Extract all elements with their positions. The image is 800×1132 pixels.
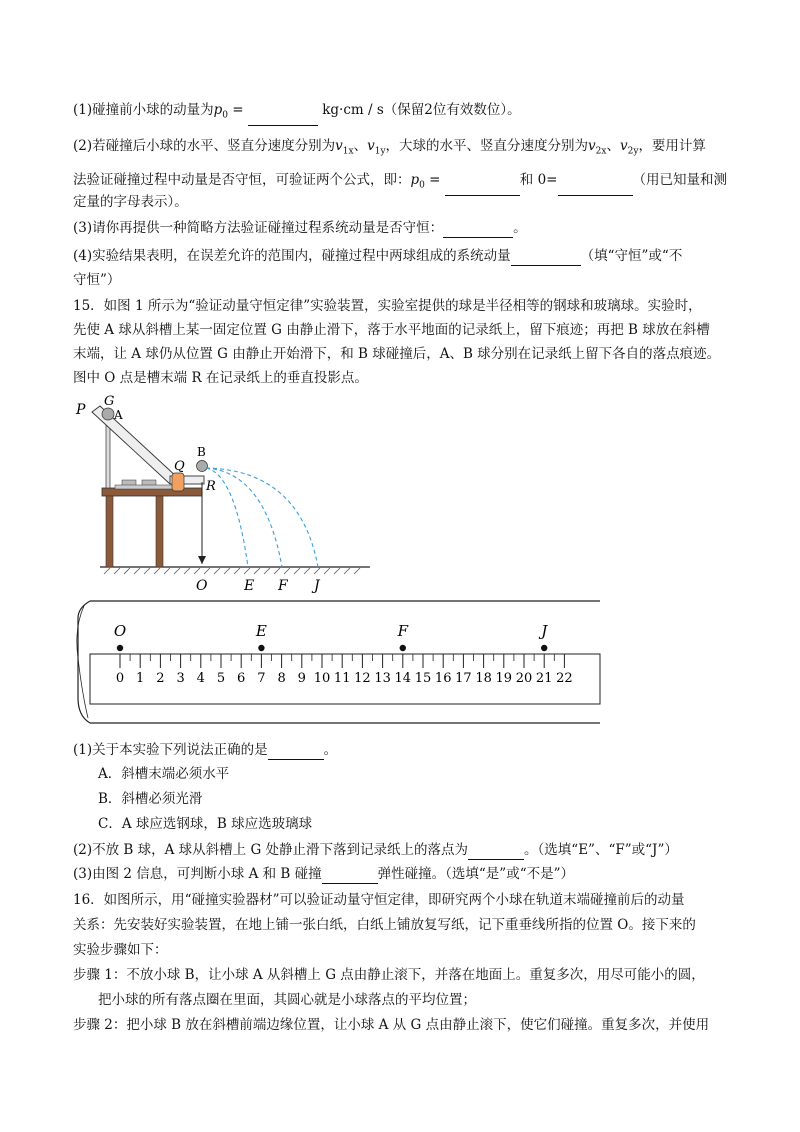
q14-part2-line2-end: （用已知量和测 [632,172,727,188]
q15-sub2 [73,840,678,860]
q16-line-2: 关系：先安装好实验装置，在地上铺一张白纸，白纸上铺放复写纸，记下重垂线所指的位置 O。接下来的 [73,917,696,933]
landing-point-label: F [397,622,409,640]
ruler-tick-label: 10 [313,671,331,686]
ruler-tick-label: 6 [237,671,246,686]
q15-intro-2: 先使 A 球从斜槽上某一固定位置 G 由静止滑下，落于水平地面的记录纸上，留下痕迹；再把 B 球放在斜槽 [73,322,710,338]
ruler-tick-label: 17 [455,671,472,686]
landing-point-label: E [255,622,267,640]
label-G: G [104,394,115,409]
answer-blank[interactable] [248,109,318,126]
ruler-tick-label: 13 [374,671,391,686]
label-A: A [114,408,123,422]
landing-point-E [258,645,264,651]
q14-part3-text: (3)请你再提供一种简略方法验证碰撞过程系统动量是否守恒： [73,220,444,236]
ruler-tick-label: 20 [515,671,533,686]
q14-part2-and: 和 0= [519,172,558,188]
q14-part3 [73,218,527,238]
q14-part4-end: （填“守恒”或“不 [580,248,683,264]
q16-line-6: 步骤 2：把小球 B 放在斜槽前端边缘位置，让小球 A 从 G 点由静止滚下，使它们碰撞。重复多次，并使用 [73,1017,710,1033]
q15-intro-1: 15．如图 1 所示为“验证动量守恒定律”实验装置，实验室提供的球是半径相等的钢球和玻璃球。实验时， [73,298,702,314]
q15-intro-4: 图中 O 点是槽末端 R 在记录纸上的垂直投影点。 [73,370,368,386]
landing-point-F [400,645,406,651]
ruler-tick-label: 4 [196,671,205,686]
answer-blank[interactable] [443,221,513,238]
ruler-tick-label: 21 [535,671,553,686]
q14-part1-unit: kg·cm / s（保留2位有效数位）。 [322,102,521,118]
label-F: F [278,578,288,594]
answer-blank[interactable] [268,743,324,760]
option-c[interactable]: C．A 球应选钢球，B 球应选玻璃球 [98,816,313,832]
option-a[interactable]: A．斜槽末端必须水平 [98,766,230,782]
q14-part2-line2: 法验证碰撞过程中动量是否守恒，可验证两个公式，即：$p_0$ = 和 0= （用已知量和测 [73,170,727,196]
ruler-points [114,622,548,651]
q14-part3-end: 。 [513,220,527,236]
ruler-tick-label: 22 [556,671,573,686]
q14-part2-text: (2)若碰撞后小球的水平、竖直分速度分别为 [73,138,336,154]
q15-sub3-end: 弹性碰撞。（选填“是”或“不是”） [377,866,574,882]
q14-part2: (2)若碰撞后小球的水平、竖直分速度分别为$v_{1x}$、$v_{1y}$，大球的水平、竖直分速度分别为$v_{2x}$、$v_{2y}$，要用计算 [73,138,706,157]
ruler-tick-label: 18 [475,671,492,686]
ruler-tick-label: 0 [115,671,125,686]
ruler-tick-label: 14 [394,671,412,686]
q14-part2-text2: ，大球的水平、竖直分速度分别为 [385,138,589,154]
ruler-tick-label: 2 [156,671,165,686]
q15-intro-3: 末端，让 A 球仍从位置 G 由静止开始滑下，和 B 球碰撞后，A、B 球分别在记录纸上留下各自的落点痕迹。 [73,346,721,362]
q14-part1-text: (1)碰撞前小球的动量为 [73,102,214,118]
q16-line-4: 步骤 1：不放小球 B，让小球 A 从斜槽上 G 点由静止滚下，并落在地面上。重复多次，用尽可能小的圆， [73,967,705,983]
ruler-tick-label: 16 [434,671,452,686]
q14-part4-line2: 守恒”） [73,272,121,288]
label-O: O [196,578,208,594]
ruler-tick-label: 1 [136,671,145,686]
label-R: R [206,479,216,494]
ruler-tick-label: 7 [257,671,266,686]
label-P: P [76,402,86,418]
landing-point-label: O [113,622,127,640]
q14-part2-text3: ，要用计算 [638,138,706,154]
ruler-tick-label: 8 [277,671,286,686]
q15-sub1-end: 。 [323,742,338,758]
ruler-ticks [116,654,573,686]
landing-point-label: J [541,622,548,640]
answer-blank[interactable] [511,249,581,266]
q15-sub2-text: (2)不放 B 球，A 球从斜槽上 G 处静止滑下落到记录纸上的落点为 [73,842,469,858]
ruler-tick-label: 9 [297,671,306,686]
label-E: E [244,578,255,594]
q14-part1: (1)碰撞前小球的动量为$p_0 = kg\cdot cm / s$（保留2位有效数位）。 [73,100,521,126]
ruler-tick-label: 19 [495,671,513,686]
q14-part2-line3: 定量的字母表示）。 [73,194,188,210]
q15-sub2-end: 。（选填“E”、“F”或“J”） [524,842,678,858]
landing-point-O [117,645,123,651]
ruler-tick-label: 11 [333,671,351,686]
option-b[interactable]: B．斜槽必须光滑 [98,791,203,807]
q16-line-3: 实验步骤如下： [73,942,168,958]
label-J: J [314,578,320,594]
ruler-tick-label: 12 [354,671,371,686]
q14-part4-text: (4)实验结果表明，在误差允许的范围内，碰撞过程中两球组成的系统动量 [73,248,511,264]
q15-sub1-text: (1)关于本实验下列说法正确的是 [73,742,268,758]
landing-point-J [541,645,547,651]
label-B: B [197,445,206,459]
q15-sub3-text: (3)由图 2 信息，可判断小球 A 和 B 碰撞 [73,866,322,882]
q15-sub1 [73,740,337,760]
q14-part4 [73,246,682,266]
answer-blank[interactable] [468,843,524,860]
q16-line-5: 把小球的所有落点圈在里面，其圆心就是小球落点的平均位置； [98,992,476,1008]
ruler-tick-label: 3 [176,671,185,686]
q15-sub3 [73,864,574,884]
figure-1-apparatus [70,392,370,597]
q14-part2-line2-text: 法验证碰撞过程中动量是否守恒，可验证两个公式，即： [73,172,411,188]
answer-blank[interactable] [322,867,378,884]
answer-blank[interactable] [558,179,633,196]
ruler-tick-label: 15 [414,671,432,686]
ruler-tick-label: 5 [216,671,226,686]
q16-line-1: 16．如图所示，用“碰撞实验器材”可以验证动量守恒定律，即研究两个小球在轨道末端碰撞前后的动量 [73,892,685,908]
answer-blank[interactable] [445,179,520,196]
label-Q: Q [174,459,185,474]
figure-2-ruler [70,598,610,728]
